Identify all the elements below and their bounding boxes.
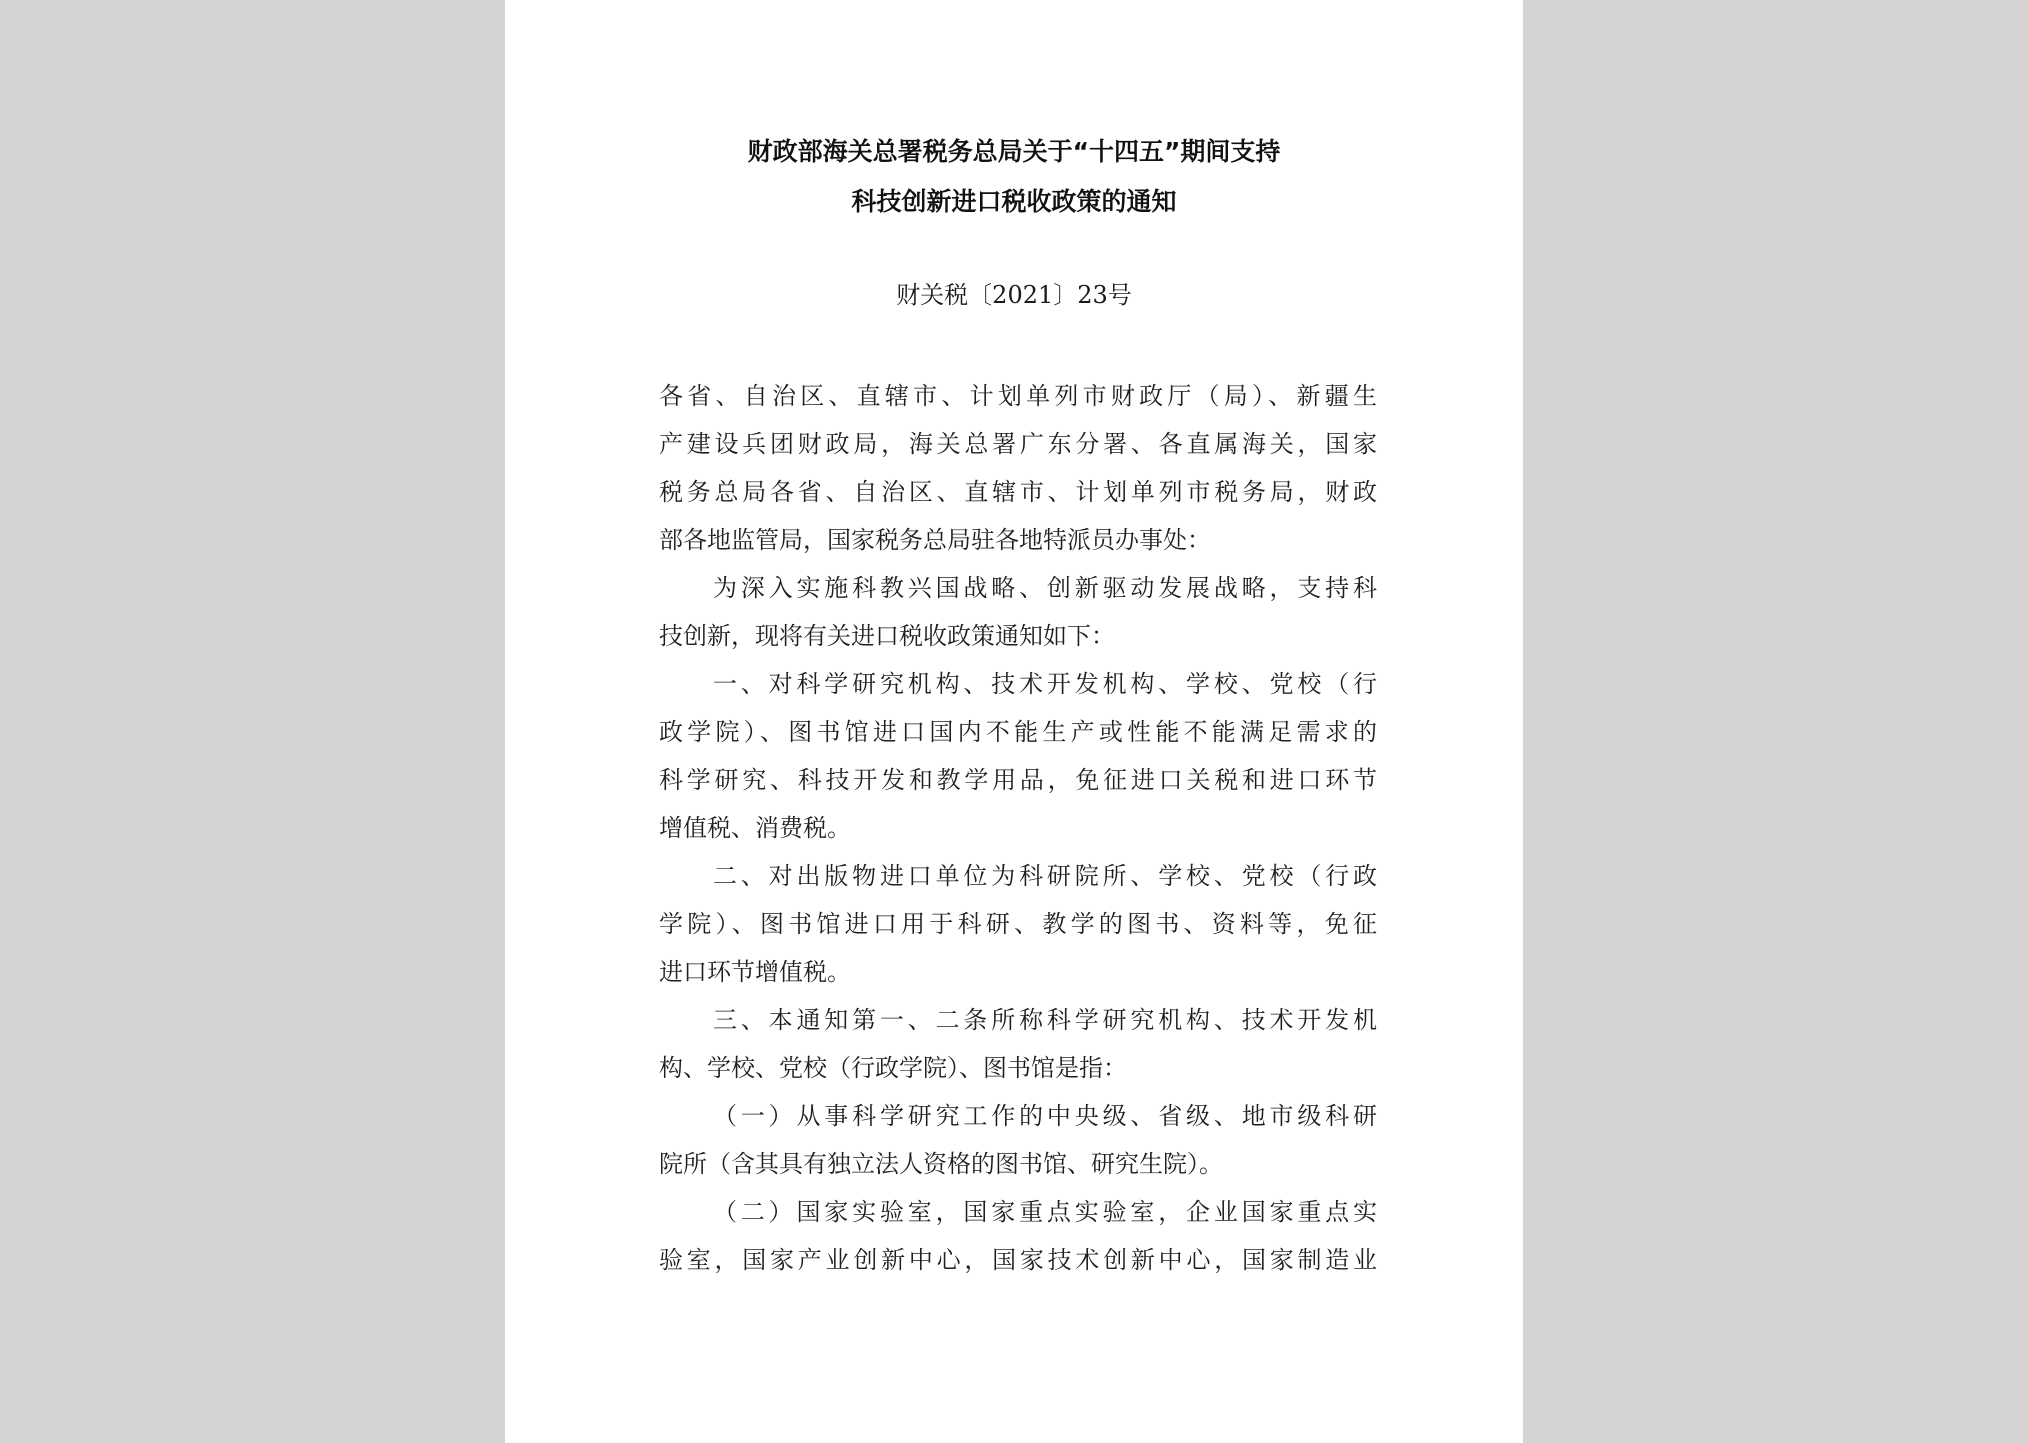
text-line: 各省、自治区、直辖市、计划单列市财政厅（局）、新疆生	[659, 382, 1377, 410]
text-line: 一、对科学研究机构、技术开发机构、学校、党校（行	[713, 670, 1377, 698]
text-line: 进口环节增值税。	[659, 958, 851, 986]
text-line: 科学研究、科技开发和教学用品，免征进口关税和进口环节	[659, 766, 1377, 794]
document-page	[505, 0, 1523, 1443]
text-line: 院所（含其具有独立法人资格的图书馆、研究生院）。	[659, 1150, 1223, 1178]
document-title-line-1: 财政部海关总署税务总局关于“十四五”期间支持	[747, 137, 1281, 166]
text-line: 为深入实施科教兴国战略、创新驱动发展战略，支持科	[713, 574, 1377, 602]
paragraph-item-1	[659, 660, 1377, 852]
paragraph-item-2	[659, 852, 1377, 996]
paragraph-item-3	[659, 996, 1377, 1092]
paragraph-subitem-2	[659, 1188, 1377, 1284]
text-line: 验室，国家产业创新中心，国家技术创新中心，国家制造业	[659, 1246, 1377, 1274]
paragraph-addressees	[659, 372, 1377, 564]
text-line: （一）从事科学研究工作的中央级、省级、地市级科研	[713, 1102, 1377, 1130]
text-line: 构、学校、党校（行政学院）、图书馆是指：	[659, 1054, 1127, 1082]
document-number: 财关税〔2021〕23号	[896, 281, 1132, 309]
document-title-line-2: 科技创新进口税收政策的通知	[851, 187, 1177, 216]
text-line: 部各地监管局，国家税务总局驻各地特派员办事处：	[659, 526, 1211, 554]
text-line: 技创新，现将有关进口税收政策通知如下：	[659, 622, 1115, 650]
text-line: 税务总局各省、自治区、直辖市、计划单列市税务局，财政	[659, 478, 1377, 506]
text-line: 二、对出版物进口单位为科研院所、学校、党校（行政	[713, 862, 1377, 890]
paragraph-intro	[659, 564, 1377, 660]
paragraph-subitem-1	[659, 1092, 1377, 1188]
text-line: 增值税、消费税。	[659, 814, 851, 842]
text-line: （二）国家实验室，国家重点实验室，企业国家重点实	[713, 1198, 1377, 1226]
document-body	[659, 372, 1377, 1284]
text-line: 三、本通知第一、二条所称科学研究机构、技术开发机	[713, 1006, 1377, 1034]
text-line: 学院）、图书馆进口用于科研、教学的图书、资料等，免征	[659, 910, 1377, 938]
text-line: 政学院）、图书馆进口国内不能生产或性能不能满足需求的	[659, 718, 1377, 746]
text-line: 产建设兵团财政局，海关总署广东分署、各直属海关，国家	[659, 430, 1377, 458]
